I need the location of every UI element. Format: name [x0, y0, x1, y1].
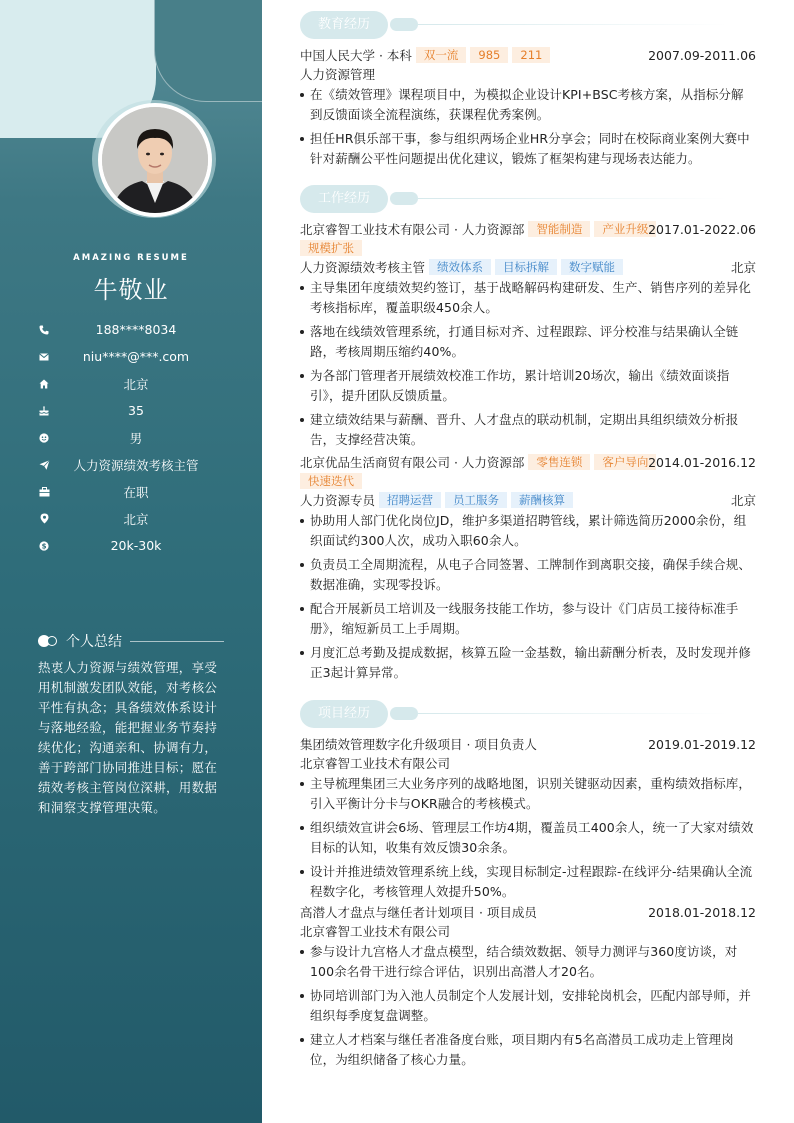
education-date: 2007.09-2011.06: [648, 48, 756, 63]
skill-tag: 绩效体系: [429, 259, 491, 275]
phone-value: 188****8034: [95, 322, 177, 337]
company-tag: 规模扩张: [300, 240, 362, 256]
location-pin-icon: [38, 513, 50, 525]
position-row: [300, 491, 756, 510]
status-value: 在职: [123, 484, 149, 500]
project-bullets: [300, 774, 756, 902]
job-block: [300, 453, 756, 687]
list-item: 担任HR俱乐部干事，参与组织两场企业HR分享会；同时在校际商业案例大赛中针对薪酬公平性问题提出优化建议，锻炼了框架构建与现场表达能力。: [300, 129, 756, 169]
age-value: 35: [128, 403, 144, 418]
skill-tag: 员工服务: [445, 492, 507, 508]
project-bullets: [300, 942, 756, 1070]
info-hometown: [38, 370, 228, 397]
gender-value: 男: [129, 430, 143, 446]
list-item: 落地在线绩效管理系统，打通目标对齐、过程跟踪、评分校准与结果确认全链路，考核周期压缩约40%。: [300, 322, 756, 362]
job-city: 北京: [730, 260, 756, 275]
project-name: 高潜人才盘点与继任者计划项目 · 项目成员: [300, 905, 537, 920]
position-title: 人力资源专员: [300, 493, 376, 508]
tagline: AMAZING RESUME: [73, 253, 189, 263]
contact-info-list: [38, 316, 228, 559]
position-row: [300, 258, 756, 277]
target-position-value: 人力资源绩效考核主管: [73, 457, 199, 473]
project-block: [300, 735, 756, 906]
salary-icon: [38, 540, 50, 552]
city-value: 北京: [123, 511, 149, 527]
school-tag: 985: [470, 47, 508, 63]
skill-tag: 数字赋能: [561, 259, 623, 275]
job-header: [300, 220, 756, 239]
list-item: 建立绩效结果与薪酬、晋升、人才盘点的联动机制，定期出具组织绩效分析报告，支撑经营决策。: [300, 410, 756, 450]
avatar-frame: [92, 100, 218, 218]
decorative-shape: [154, 0, 262, 102]
job-bullets: [300, 511, 756, 683]
summary-title: 个人总结: [66, 634, 122, 650]
education-header: [300, 46, 756, 65]
section-heading-work: [300, 185, 740, 213]
section-dots-icon: [38, 635, 58, 647]
list-item: 协同培训部门为入池人员制定个人发展计划，安排轮岗机会，匹配内部导师，并组织每季度复盘调整。: [300, 986, 756, 1026]
project-date: 2019.01-2019.12: [648, 737, 756, 752]
info-status: [38, 478, 228, 505]
list-item: 组织绩效宣讲会6场、管理层工作坊4期，覆盖员工400余人，统一了大家对绩效目标的认知，收集有效反馈30余条。: [300, 818, 756, 858]
phone-icon: [38, 324, 50, 336]
skill-tag: 薪酬核算: [511, 492, 573, 508]
position-title: 人力资源绩效考核主管: [300, 260, 426, 275]
job-date: 2017.01-2022.06: [648, 222, 756, 237]
info-target-position: [38, 451, 228, 478]
list-item: 月度汇总考勤及提成数据，核算五险一金基数，输出薪酬分析表，及时发现并修正3起计算异常。: [300, 643, 756, 683]
list-item: 负责员工全周期流程，从电子合同签署、工牌制作到离职交接，确保手续合规、数据准确，实现零投诉。: [300, 555, 756, 595]
cake-icon: [38, 405, 50, 417]
school-tag: 211: [512, 47, 550, 63]
skill-tag: 目标拆解: [495, 259, 557, 275]
company-name: 北京睿智工业技术有限公司 · 人力资源部: [300, 222, 525, 237]
list-item: 协助用人部门优化岗位JD，维护多渠道招聘管线，累计筛选简历2000余份，组织面试约300人次，成功入职60余人。: [300, 511, 756, 551]
education-block: [300, 46, 756, 173]
section-title: 项目经历: [300, 700, 388, 728]
list-item: 为各部门管理者开展绩效校准工作坊，累计培训20场次，输出《绩效面谈指引》，提升团队反馈质量。: [300, 366, 756, 406]
salary-value: 20k-30k: [110, 538, 162, 553]
school-tag: 双一流: [416, 47, 467, 63]
summary-text: 热衷人力资源与绩效管理，享受用机制激发团队效能，对考核公平性有执念；具备绩效体系设计与落地经验，能把握业务节奏持续优化；沟通亲和、协调有力，善于跨部门协同推进目标；愿在绩效考核主管岗位深耕，用数据和洞察支撑管理决策。: [38, 660, 218, 815]
project-date: 2018.01-2018.12: [648, 905, 756, 920]
list-item: 设计并推进绩效管理系统上线，实现目标制定-过程跟踪-在线评分-结果确认全流程数字化，考核管理人效提升50%。: [300, 862, 756, 902]
job-block: [300, 220, 756, 454]
section-title: 工作经历: [300, 185, 388, 213]
person-name: 牛敬业: [93, 276, 169, 304]
section-heading-education: [300, 11, 740, 39]
list-item: 主导梳理集团三大业务序列的战略地图，识别关键驱动因素，重构绩效指标库，引入平衡计分卡与OKR融合的考核模式。: [300, 774, 756, 814]
company-tag: 智能制造: [528, 221, 590, 237]
job-date: 2014.01-2016.12: [648, 455, 756, 470]
info-phone: [38, 316, 228, 343]
sidebar: [0, 0, 262, 1123]
info-email: [38, 343, 228, 370]
project-header: [300, 903, 756, 922]
info-salary: [38, 532, 228, 559]
info-gender: [38, 424, 228, 451]
project-org: 北京睿智工业技术有限公司: [300, 756, 451, 771]
project-org: 北京睿智工业技术有限公司: [300, 924, 451, 939]
info-city: [38, 505, 228, 532]
skill-tag: 招聘运营: [379, 492, 441, 508]
company-tag: 快速迭代: [300, 473, 362, 489]
svg-text:$: $: [41, 542, 47, 551]
send-icon: [38, 459, 50, 471]
summary-heading: [38, 632, 224, 650]
email-value: niu****@***.com: [82, 349, 190, 364]
job-city: 北京: [730, 493, 756, 508]
list-item: 建立人才档案与继任者准备度台账，项目期内有5名高潜员工成功走上管理岗位，为组织储备了核心力量。: [300, 1030, 756, 1070]
briefcase-icon: [38, 486, 50, 498]
list-item: 配合开展新员工培训及一线服务技能工作坊，参与设计《门店员工接待标准手册》，缩短新员工上手周期。: [300, 599, 756, 639]
hometown-value: 北京: [123, 376, 149, 392]
mail-icon: [38, 351, 50, 363]
job-bullets: [300, 278, 756, 450]
project-block: [300, 903, 756, 1074]
gender-icon: [38, 432, 50, 444]
section-title: 教育经历: [300, 11, 388, 39]
list-item: 在《绩效管理》课程项目中，为模拟企业设计KPI+BSC考核方案，从指标分解到反馈面谈全流程演练，获课程优秀案例。: [300, 85, 756, 125]
home-icon: [38, 378, 50, 390]
company-name: 北京优品生活商贸有限公司 · 人力资源部: [300, 455, 525, 470]
avatar: [102, 107, 208, 213]
school-name: 中国人民大学 · 本科: [300, 48, 412, 63]
job-header: [300, 453, 756, 472]
project-header: [300, 735, 756, 754]
major: 人力资源管理: [300, 67, 376, 82]
section-heading-projects: [300, 700, 740, 728]
education-bullets: [300, 85, 756, 169]
company-tag: 客户导向: [594, 454, 656, 470]
list-item: 主导集团年度绩效契约签订，基于战略解码构建研发、生产、销售序列的差异化考核指标库，覆盖职级450余人。: [300, 278, 756, 318]
info-age: [38, 397, 228, 424]
company-tag: 零售连锁: [528, 454, 590, 470]
list-item: 参与设计九宫格人才盘点模型，结合绩效数据、领导力测评与360度访谈，对100余名骨干进行综合评估，识别出高潜人才20名。: [300, 942, 756, 982]
project-name: 集团绩效管理数字化升级项目 · 项目负责人: [300, 737, 537, 752]
company-tag: 产业升级: [594, 221, 656, 237]
